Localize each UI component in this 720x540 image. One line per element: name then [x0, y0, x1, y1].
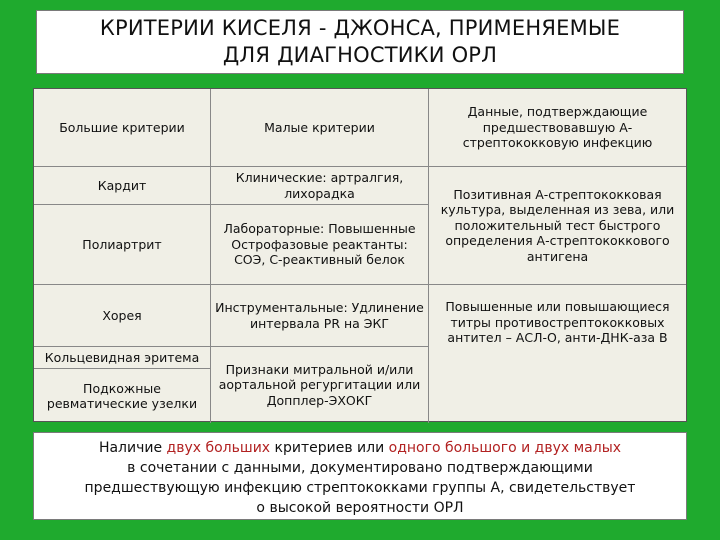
conclusion-text-1: Наличие — [98, 440, 167, 456]
minor-clinical: Клинические: артралгия, лихорадка — [211, 167, 429, 205]
minor-doppler: Признаки митральной и/или аортальной регургитации или Допплер-ЭХОКГ — [211, 347, 429, 423]
conclusion-box — [33, 432, 687, 520]
header-evidence: Данные, подтверждающие предшествовавшую А-стрептококковую инфекцию — [429, 89, 686, 167]
major-erythema: Кольцевидная эритема — [34, 347, 211, 369]
highlight-one-major-two-minor: одного большого и двух малых — [388, 440, 622, 456]
conclusion-text-2: критериев или — [270, 440, 389, 456]
highlight-two-major: двух больших — [166, 440, 271, 456]
title-line-1: КРИТЕРИИ КИСЕЛЯ - ДЖОНСА, ПРИМЕНЯЕМЫЕ — [99, 16, 621, 40]
criteria-table — [33, 88, 687, 422]
header-major: Большие критерии — [34, 89, 211, 167]
major-nodules: Подкожные ревматические узелки — [34, 369, 211, 423]
minor-instrumental: Инструментальные: Удлинение интервала PR на ЭКГ — [211, 285, 429, 347]
major-polyarthritis: Полиартрит — [34, 205, 211, 285]
minor-laboratory: Лабораторные: Повышенные Острофазовые реактанты: СОЭ, С-реактивный белок — [211, 205, 429, 285]
conclusion-line-4: о высокой вероятности ОРЛ — [256, 500, 464, 516]
major-chorea: Хорея — [34, 285, 211, 347]
conclusion-line-2: в сочетании с данными, документировано подтверждающими — [127, 460, 593, 476]
conclusion-line-3: предшествующую инфекцию стрептококками группы А, свидетельствует — [84, 480, 636, 496]
major-carditis: Кардит — [34, 167, 211, 205]
evidence-titers: Повышенные или повышающиеся титры противострептококковых антител – АСЛ-О, анти-ДНК-аза В — [445, 299, 670, 345]
title-line-2: ДЛЯ ДИАГНОСТИКИ ОРЛ — [222, 43, 498, 67]
evidence-culture: Позитивная А-стрептококковая культура, выделенная из зева, или положительный тест быстрого определения А-стрептококкового антигена — [429, 167, 686, 285]
conclusion-line-1 — [34, 438, 686, 458]
header-minor: Малые критерии — [211, 89, 429, 167]
slide-title — [36, 10, 684, 74]
